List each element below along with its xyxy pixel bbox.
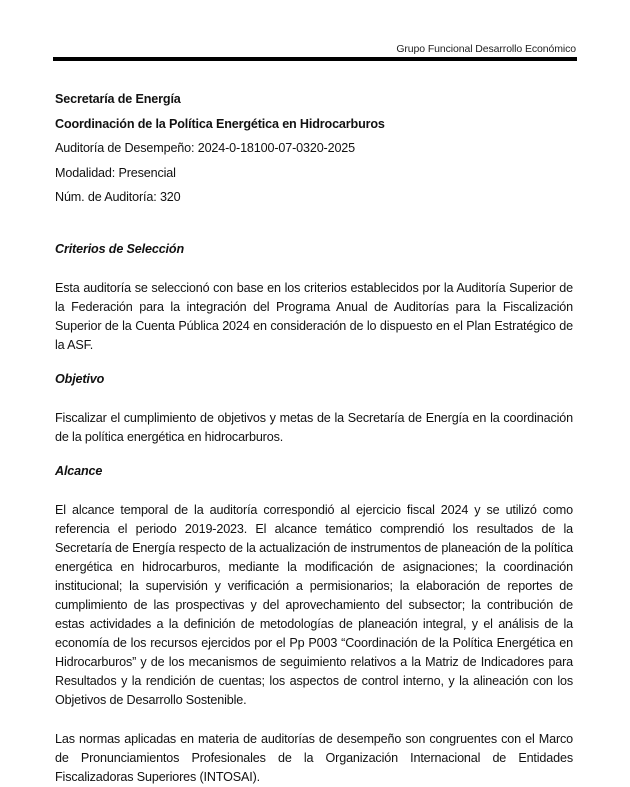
section-body-criterios: Esta auditoría se seleccionó con base en los criterios establecidos por la Auditoría Superior de la Federación para la integración del Programa Anual de Auditorías para la Fiscalización Superior de la Cuenta Pública 2024 en consideración de lo dispuesto en el Plan Estratégico de la ASF. bbox=[55, 280, 573, 352]
section-body-objetivo: Fiscalizar el cumplimiento de objetivos y metas de la Secretaría de Energía en la coordinación de la política energética en hidrocarburos. bbox=[55, 410, 573, 444]
audit-type: Auditoría de Desempeño: 2024-0-18100-07-0320-2025 bbox=[55, 141, 356, 155]
running-header: Grupo Funcional Desarrollo Económico bbox=[396, 43, 576, 55]
audit-title: Coordinación de la Política Energética en Hidrocarburos bbox=[55, 116, 385, 131]
section-title-alcance: Alcance bbox=[55, 463, 103, 478]
header-rule bbox=[53, 57, 577, 61]
section-body-alcance-normas: Las normas aplicadas en materia de auditorías de desempeño son congruentes con el Marco de Pronunciamientos Profesionales de la Organización Internacional de Entidades Fiscalizadoras Superiores (INTOSAI). bbox=[55, 731, 573, 784]
section-title-objetivo: Objetivo bbox=[55, 371, 105, 386]
section-title-criterios: Criterios de Selección bbox=[55, 241, 184, 256]
entity-name: Secretaría de Energía bbox=[55, 92, 181, 106]
document-body bbox=[55, 90, 573, 787]
section-body-alcance: El alcance temporal de la auditoría correspondió al ejercicio fiscal 2024 y se utilizó como referencia el periodo 2019-2023. El alcance temático comprendió los resultados de la Secretaría de Energía respecto de la actualización de instrumentos de planeación de la política energética en hidrocarburos, mediante la modificación de asignaciones; la coordinación institucional; la supervisión y verificación a permisionarios; la elaboración de reportes de cumplimiento de las prospectivas y del aprovechamiento del subsector; la contribución de estas actividades a la definición de metodologías de planeación integral, y el análisis de la economía de los recursos ejercidos por el Pp P003 “Coordinación de la Política Energética en Hidrocarburos” y de los mecanismos de seguimiento relativos a la Matriz de Indicadores para Resultados y la rendición de cuentas; los aspectos de control interno, y la alineación con los Objetivos de Desarrollo Sostenible. bbox=[55, 502, 573, 707]
audit-modality: Modalidad: Presencial bbox=[55, 165, 176, 180]
audit-number: Núm. de Auditoría: 320 bbox=[55, 190, 181, 204]
